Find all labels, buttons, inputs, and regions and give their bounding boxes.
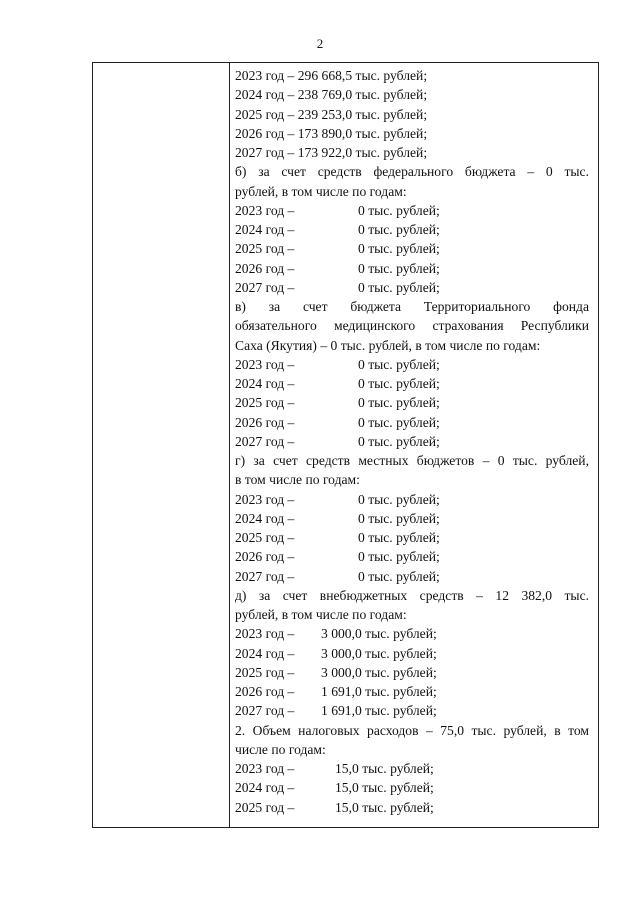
regional-line: 2024 год – 238 769,0 тыс. рублей; — [235, 87, 428, 103]
tfoms-year-row: 2026 год – 0 тыс. рублей; — [235, 414, 440, 430]
tfoms-year-row: 2023 год – 0 тыс. рублей; — [235, 356, 440, 372]
regional-line: 2026 год – 173 890,0 тыс. рублей; — [235, 125, 428, 141]
tfoms-heading: Саха (Якутия) – 0 тыс. рублей, в том числе по годам: — [235, 337, 541, 353]
tax-heading: числе по годам: — [235, 741, 326, 757]
local-heading: г) за счет средств местных бюджетов – 0 тыс. рублей, — [235, 453, 589, 468]
tfoms-year-row: 2024 год – 0 тыс. рублей; — [235, 376, 440, 391]
extrabudget-heading: рублей, в том числе по годам: — [235, 607, 407, 622]
extrabudget-year-row: 2024 год – 3 000,0 тыс. рублей; — [235, 645, 437, 661]
extrabudget-heading: д) за счет внебюджетных средств – 12 382,0 тыс. — [235, 587, 589, 603]
column-divider — [229, 62, 230, 828]
local-year-row: 2023 год – 0 тыс. рублей; — [235, 491, 440, 507]
federal-year-row: 2025 год – 0 тыс. рублей; — [235, 241, 440, 257]
local-year-row: 2027 год – 0 тыс. рублей; — [235, 568, 440, 584]
federal-year-row: 2023 год – 0 тыс. рублей; — [235, 202, 440, 218]
federal-heading: б) за счет средств федерального бюджета – 0 тыс. — [235, 164, 589, 180]
regional-line: 2025 год – 239 253,0 тыс. рублей; — [235, 106, 428, 122]
tax-year-row: 2025 год – 15,0 тыс. рублей; — [235, 799, 434, 815]
extrabudget-year-row: 2025 год – 3 000,0 тыс. рублей; — [235, 664, 437, 680]
regional-line: 2027 год – 173 922,0 тыс. рублей; — [235, 145, 428, 160]
federal-year-row: 2027 год – 0 тыс. рублей; — [235, 279, 440, 295]
page-number: 2 — [316, 36, 324, 51]
federal-heading: рублей, в том числе по годам: — [235, 183, 407, 199]
tax-year-row: 2023 год – 15,0 тыс. рублей; — [235, 761, 434, 776]
tfoms-year-row: 2025 год – 0 тыс. рублей; — [235, 395, 440, 411]
tax-year-row: 2024 год – 15,0 тыс. рублей; — [235, 780, 434, 796]
federal-year-row: 2026 год – 0 тыс. рублей; — [235, 260, 440, 276]
federal-year-row: 2024 год – 0 тыс. рублей; — [235, 222, 440, 237]
tfoms-heading: в) за счет бюджета Территориального фонда — [235, 299, 589, 314]
local-year-row: 2024 год – 0 тыс. рублей; — [235, 510, 440, 526]
tfoms-year-row: 2027 год – 0 тыс. рублей; — [235, 433, 440, 449]
local-year-row: 2025 год – 0 тыс. рублей; — [235, 530, 440, 545]
extrabudget-year-row: 2026 год – 1 691,0 тыс. рублей; — [235, 684, 437, 699]
tfoms-heading: обязательного медицинского страхования Республики — [235, 318, 589, 334]
extrabudget-year-row: 2023 год – 3 000,0 тыс. рублей; — [235, 626, 437, 642]
tax-heading: 2. Объем налоговых расходов – 75,0 тыс. рублей, в том — [235, 722, 589, 738]
regional-line: 2023 год – 296 668,5 тыс. рублей; — [235, 68, 428, 83]
local-year-row: 2026 год – 0 тыс. рублей; — [235, 549, 440, 565]
financing-cell — [235, 66, 589, 817]
local-heading: в том числе по годам: — [235, 472, 360, 488]
extrabudget-year-row: 2027 год – 1 691,0 тыс. рублей; — [235, 703, 437, 719]
